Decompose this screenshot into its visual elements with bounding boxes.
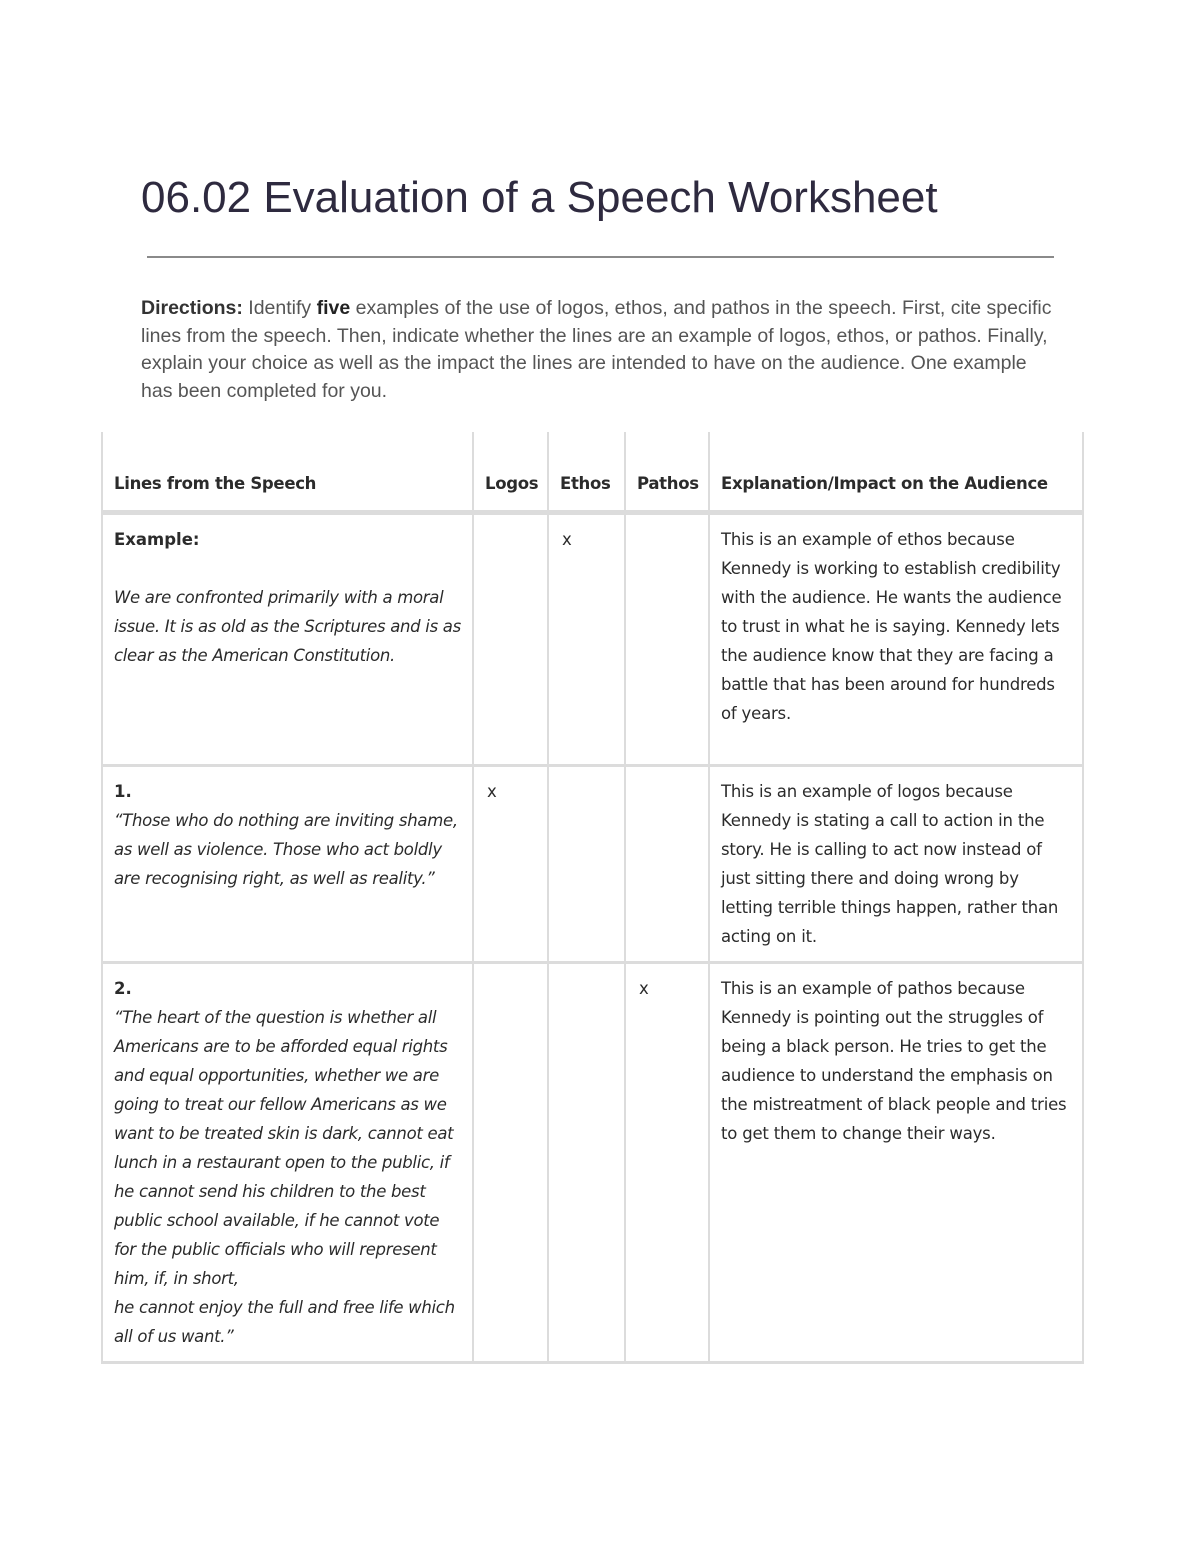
ethos-cell	[548, 963, 625, 1363]
row-label: 2.	[114, 979, 132, 998]
header-explanation: Explanation/Impact on the Audience	[709, 432, 1083, 513]
logos-cell	[473, 963, 548, 1363]
spacer	[114, 554, 462, 583]
header-logos: Logos	[473, 432, 548, 513]
explanation-text: This is an example of pathos because Kennedy is pointing out the struggles of being a black person. He tries to get the audience to understand the emphasis on the mistreatment of black people and tries to get them to change their ways.	[721, 979, 1067, 1143]
lines-cell	[102, 766, 473, 963]
directions-text-before: Identify	[242, 297, 317, 319]
explanation-cell	[709, 963, 1083, 1363]
explanation-cell	[709, 513, 1083, 766]
table-row	[102, 766, 1083, 963]
lines-cell	[102, 513, 473, 766]
directions-label: Directions:	[141, 297, 243, 319]
pathos-cell	[625, 963, 709, 1363]
speech-quote: We are confronted primarily with a moral issue. It is as old as the Scriptures and is as clear as the American Constitution.	[114, 588, 461, 665]
logos-cell	[473, 766, 548, 963]
evaluation-table	[101, 432, 1084, 1364]
explanation-text: This is an example of ethos because Kennedy is working to establish credibility with the audience. He wants the audience to trust in what he is saying. Kennedy lets the audience know that they are facing a battle that has been around for hundreds of years.	[721, 530, 1062, 723]
header-lines-from-speech: Lines from the Speech	[102, 432, 473, 513]
explanation-text: This is an example of logos because Kennedy is stating a call to action in the story. He is calling to act now instead of just sitting there and doing wrong by letting terrible things happen, rather than acting on it.	[721, 782, 1059, 946]
header-pathos: Pathos	[625, 432, 709, 513]
directions-text-after: examples of the use of logos, ethos, and pathos in the speech. First, cite specific lines from the speech. Then, indicate whether the lines are an example of logos, ethos, or pathos. Finally, explain your choice as well as the impact the lines are intended to have on the audience. One example has been completed for you.	[141, 297, 1052, 402]
table-row	[102, 963, 1083, 1363]
logos-mark: x	[487, 782, 497, 801]
ethos-mark: x	[562, 530, 572, 549]
row-label: Example:	[114, 530, 200, 549]
table-header-row	[102, 432, 1083, 513]
ethos-cell	[548, 513, 625, 766]
title-divider	[147, 256, 1054, 258]
explanation-cell	[709, 766, 1083, 963]
header-ethos: Ethos	[548, 432, 625, 513]
page-title: 06.02 Evaluation of a Speech Worksheet	[141, 173, 938, 222]
row-label: 1.	[114, 782, 132, 801]
logos-cell	[473, 513, 548, 766]
pathos-cell	[625, 766, 709, 963]
speech-quote: “The heart of the question is whether all Americans are to be afforded equal rights and equal opportunities, whether we are going to treat our fellow Americans as we want to be treated skin is dark, cannot eat lunch in a restaurant open to the public, if he cannot send his children to the best public school available, if he cannot vote for the public officials who will represent him, if, in short,	[114, 1008, 454, 1288]
table-row	[102, 513, 1083, 766]
lines-cell	[102, 963, 473, 1363]
directions-emphasis: five	[316, 297, 351, 319]
speech-quote-continued: he cannot enjoy the full and free life which all of us want.”	[114, 1298, 455, 1346]
ethos-cell	[548, 766, 625, 963]
directions-paragraph	[141, 295, 1061, 405]
speech-quote: “Those who do nothing are inviting shame, as well as violence. Those who act boldly are recognising right, as well as reality.”	[114, 811, 458, 888]
pathos-mark: x	[639, 979, 649, 998]
pathos-cell	[625, 513, 709, 766]
